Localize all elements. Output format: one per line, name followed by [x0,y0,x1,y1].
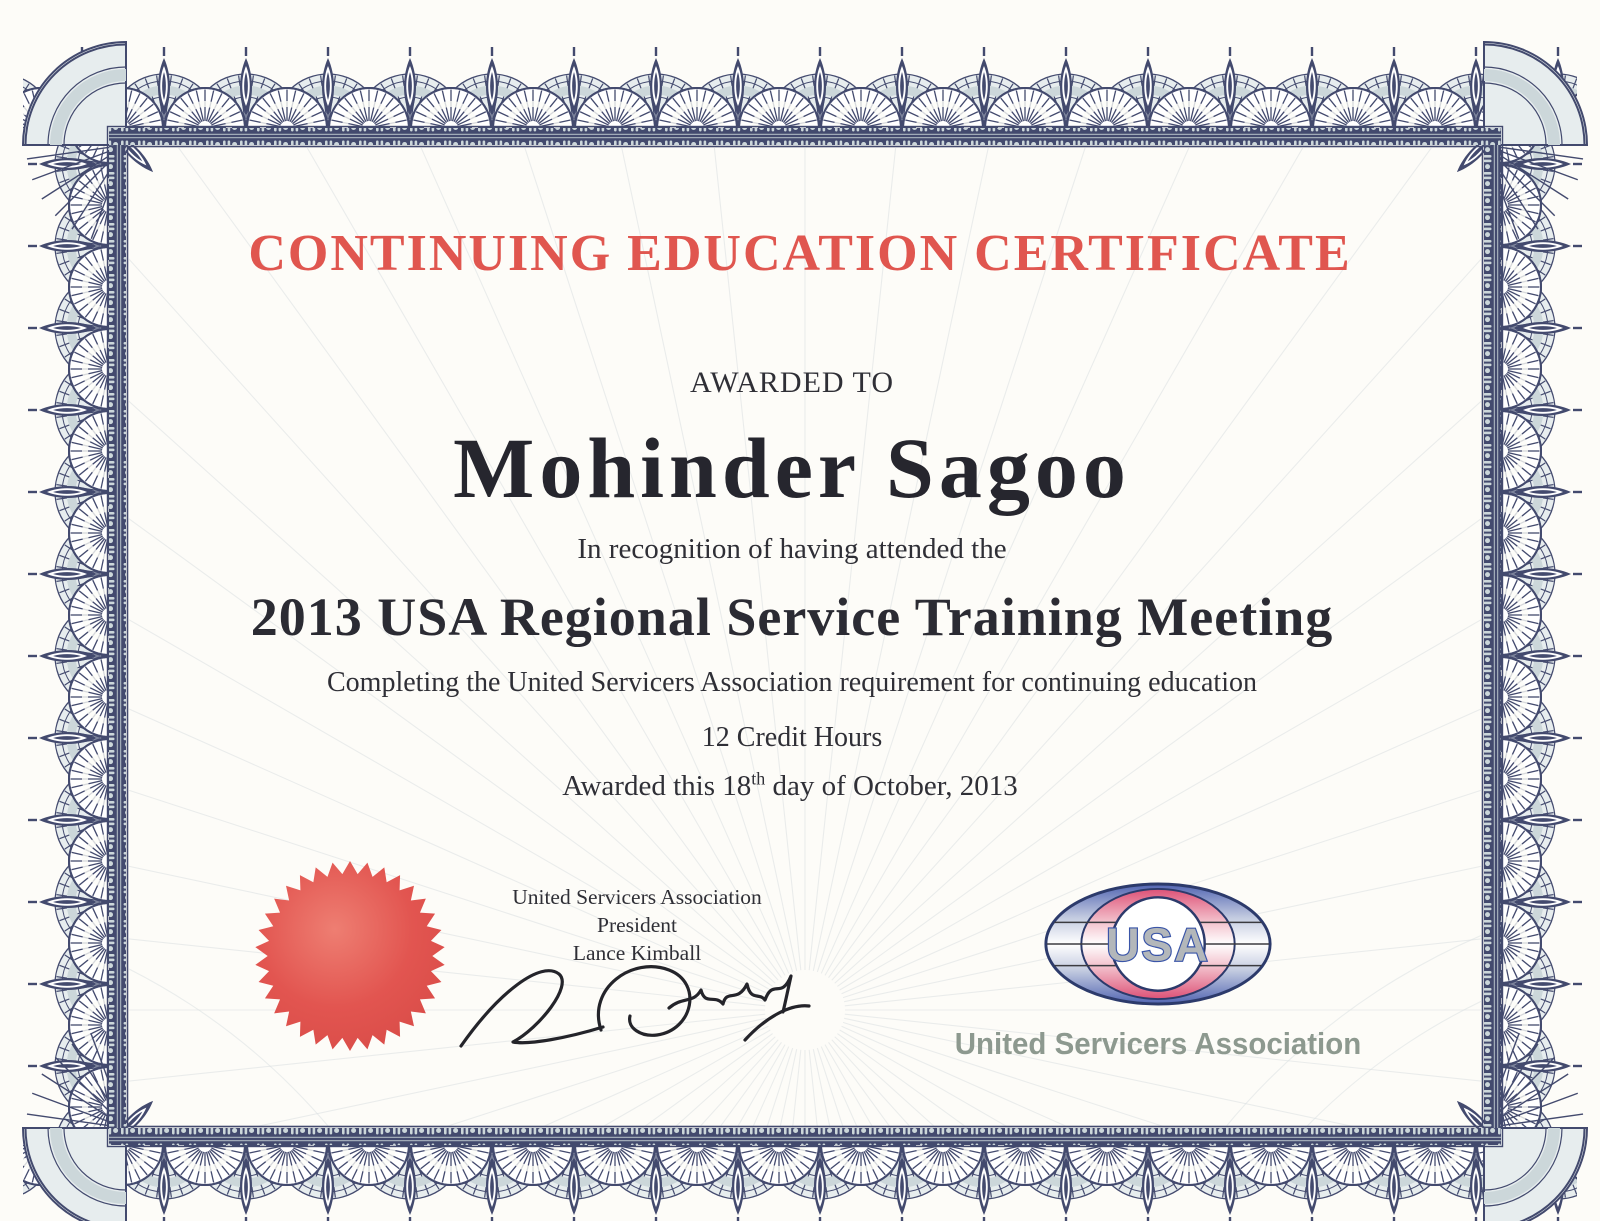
award-date-ordinal: th [751,768,766,789]
usa-logo-acronym: USA [1106,918,1210,971]
award-date-line [562,770,1018,803]
red-seal [252,858,448,1054]
signatory-role: President [596,912,678,937]
signature [455,948,815,1063]
recognition-line: In recognition of having attended the [577,533,1007,565]
completion-line: Completing the United Servicers Association requirement for continuing education [326,667,1258,698]
usa-logo [1040,880,1276,1008]
signatory-organization: United Servicers Association [512,885,762,909]
org-caption-label: United Servicers Association [954,1026,1362,1061]
signatory-name: Lance Kimball [572,940,702,965]
awarded-to-label: AWARDED TO [690,366,894,399]
award-date-suffix: day of October, 2013 [765,770,1018,802]
award-date-prefix: Awarded this 18 [562,770,752,802]
certificate-title: CONTINUING EDUCATION CERTIFICATE [248,225,1352,282]
credit-hours: 12 Credit Hours [701,722,883,753]
recipient-name: Mohinder Sagoo [453,420,1131,516]
event-name: 2013 USA Regional Service Training Meeting [250,587,1334,647]
